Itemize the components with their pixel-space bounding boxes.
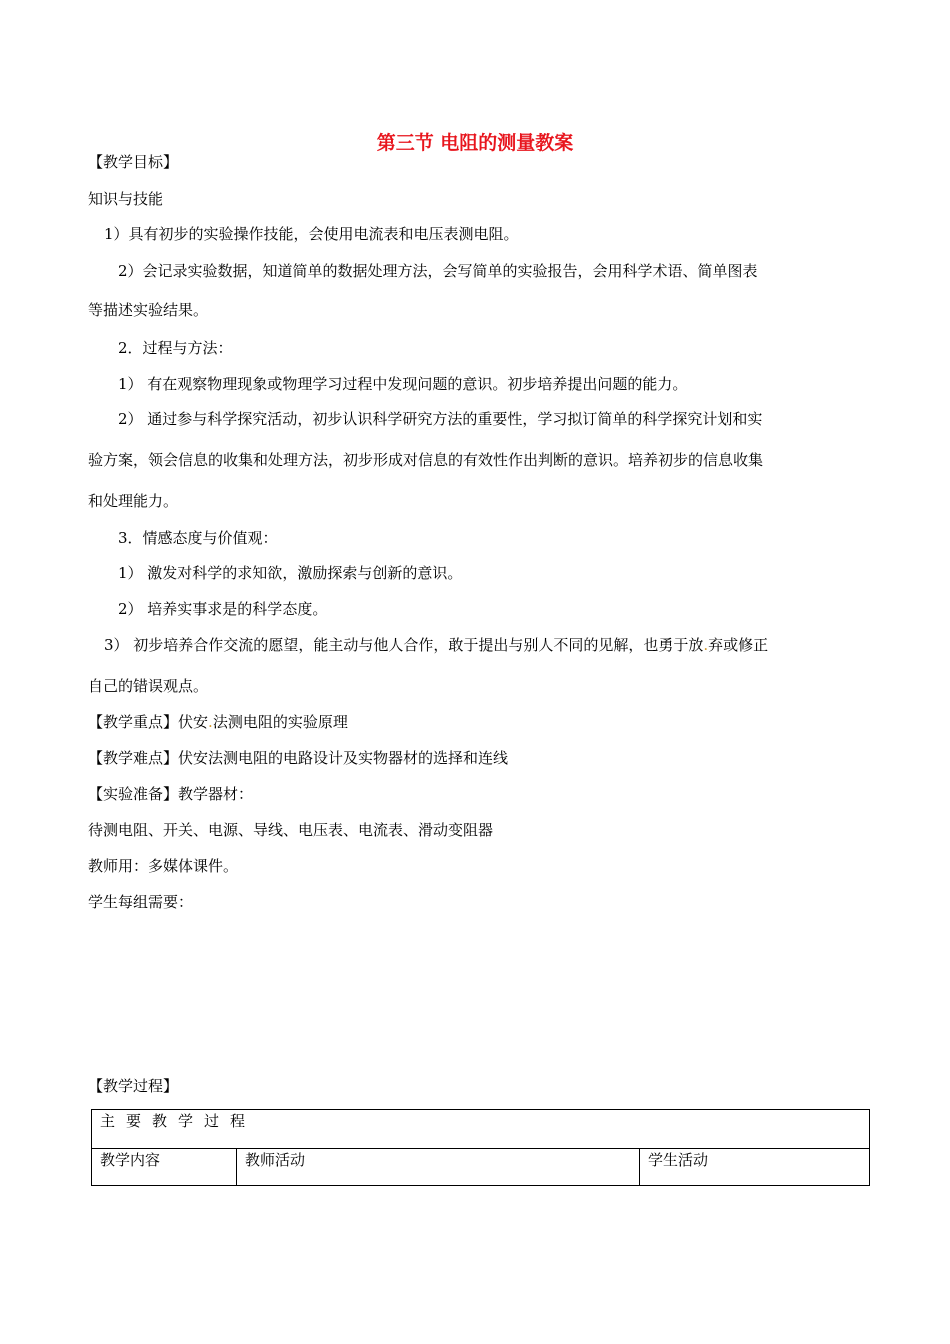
- knowledge-item-1: 1）具有初步的实验操作技能，会使用电流表和电压表测电阻。: [104, 225, 519, 243]
- emotion-item-3: [104, 635, 768, 655]
- key-point: [88, 712, 348, 732]
- key-point-label: 【教学重点】: [88, 713, 179, 731]
- emotion-item-2: 2） 培养实事求是的科学态度。: [118, 600, 328, 618]
- column-teacher-activity: 教师活动: [237, 1149, 640, 1186]
- process-heading: 【教学过程】: [88, 1077, 179, 1095]
- process-item-1: 1） 有在观察物理现象或物理学习过程中发现问题的意识。初步培养提出问题的能力。: [118, 375, 688, 393]
- emotion-item-3-part-a: 3） 初步培养合作交流的愿望，能主动与他人合作，敢于提出与别人不同的见解，也勇于放: [104, 636, 704, 654]
- page-title: 第三节 电阻的测量教案: [376, 132, 574, 154]
- emotion-heading: 3．情感态度与价值观：: [118, 529, 278, 547]
- column-student-activity: 学生活动: [640, 1149, 870, 1186]
- dot-mark: .: [208, 713, 213, 731]
- process-method-heading: 2．过程与方法：: [118, 339, 233, 357]
- process-table: [91, 1109, 870, 1186]
- difficulty-text: 伏安法测电阻的电路设计及实物器材的选择和连线: [178, 749, 509, 767]
- key-point-text-b: 法测电阻的实验原理: [212, 713, 348, 731]
- process-item-2: 2） 通过参与科学探究活动，初步认识科学研究方法的重要性，学习拟订简单的科学探究计划和实: [118, 410, 763, 428]
- table-column-row: [92, 1149, 870, 1186]
- emotion-item-3-part-b: 弃或修正: [708, 636, 769, 654]
- difficulty-label: 【教学难点】: [88, 749, 179, 767]
- prep: [88, 784, 253, 804]
- difficulty: [88, 748, 508, 768]
- emotion-item-1: 1） 激发对科学的求知欲，激励探索与创新的意识。: [118, 564, 463, 582]
- dot-mark: .: [703, 636, 709, 654]
- teacher-materials: 教师用：多媒体课件。: [88, 857, 239, 875]
- objectives-heading: 【教学目标】: [88, 153, 179, 171]
- process-item-2-cont-2: 和处理能力。: [88, 492, 179, 510]
- knowledge-item-2: 2）会记录实验数据，知道简单的数据处理方法，会写简单的实验报告，会用科学术语、简单图表: [118, 262, 758, 280]
- prep-text: 教学器材：: [178, 785, 254, 803]
- key-point-text-a: 伏安: [178, 713, 209, 731]
- student-materials: 学生每组需要：: [88, 893, 194, 911]
- column-teaching-content: 教学内容: [92, 1149, 237, 1186]
- knowledge-item-2-cont: 等描述实验结果。: [88, 301, 209, 319]
- table-header-row: [92, 1110, 870, 1149]
- equipment-list: 待测电阻、开关、电源、导线、电压表、电流表、滑动变阻器: [88, 821, 494, 839]
- table-header-cell: 主要教学过程: [92, 1110, 870, 1149]
- process-item-2-cont-1: 验方案，领会信息的收集和处理方法，初步形成对信息的有效性作出判断的意识。培养初步的信息收集: [88, 451, 764, 469]
- emotion-item-3-cont: 自己的错误观点。: [88, 677, 209, 695]
- prep-label: 【实验准备】: [88, 785, 179, 803]
- knowledge-heading: 知识与技能: [88, 190, 164, 208]
